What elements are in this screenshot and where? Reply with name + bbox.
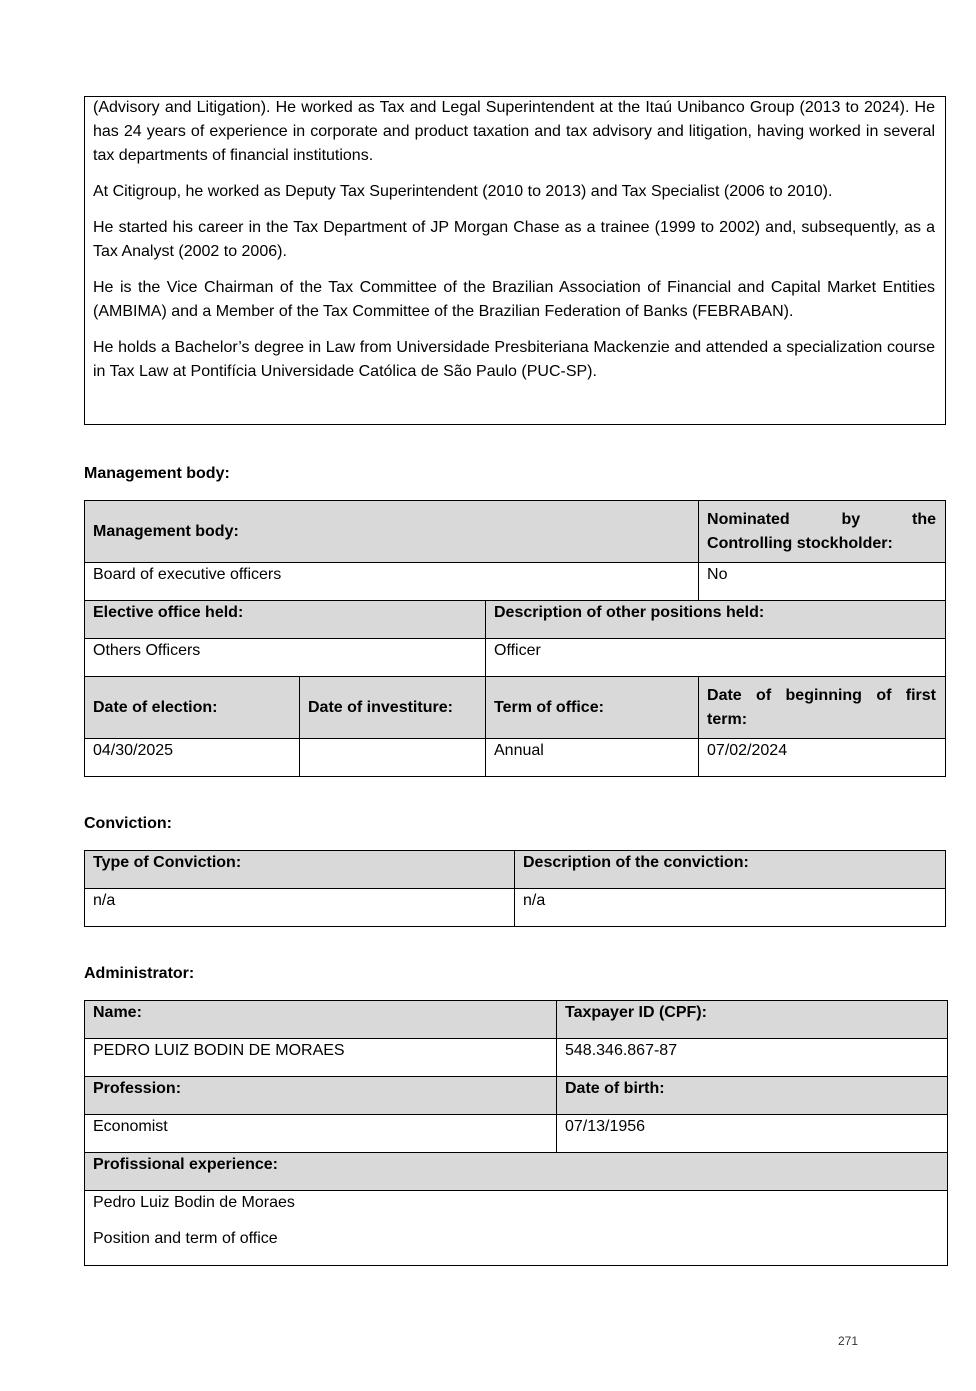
conviction-table [84, 850, 946, 927]
investiture-date-value [300, 739, 486, 777]
elective-office-label: Elective office held: [85, 601, 486, 639]
nominated-label [699, 501, 946, 563]
election-date-label: Date of election: [85, 677, 300, 739]
bio-paragraph: He is the Vice Chairman of the Tax Committee of the Brazilian Association of Financial and Capital Market Entities (AMBIMA) and a Member of the Tax Committee of the Brazilian Federation of Banks (FEBRABAN). [93, 279, 935, 320]
term-value: Annual [486, 739, 699, 777]
bio-paragraph: (Advisory and Litigation). He worked as Tax and Legal Superintendent at the Itaú Unibanco Group (2013 to 2024). He has 24 years of experience in corporate and product taxation and tax advisory and litigation, having worked in several tax departments of financial institutions. [93, 99, 935, 164]
administrator-table [84, 1000, 948, 1266]
conviction-description-value: n/a [515, 889, 946, 927]
other-positions-label: Description of other positions held: [486, 601, 946, 639]
experience-person-name: Pedro Luiz Bodin de Moraes [93, 1194, 295, 1211]
name-label: Name: [85, 1001, 557, 1039]
page-number: 271 [838, 1334, 859, 1348]
conviction-description-label: Description of the conviction: [515, 851, 946, 889]
cpf-label: Taxpayer ID (CPF): [557, 1001, 948, 1039]
bio-paragraph: At Citigroup, he worked as Deputy Tax Superintendent (2010 to 2013) and Tax Specialist (2006 to 2010). [93, 183, 833, 200]
nominated-label-line1: Nominated by the [707, 510, 937, 528]
other-positions-value: Officer [486, 639, 946, 677]
experience-content [85, 1191, 948, 1266]
profession-label: Profession: [85, 1077, 557, 1115]
management-section-title: Management body: [84, 465, 230, 482]
nominated-value: No [699, 563, 946, 601]
conviction-section-title: Conviction: [84, 815, 172, 832]
birth-date-value: 07/13/1956 [557, 1115, 948, 1153]
experience-label: Profissional experience: [85, 1153, 948, 1191]
election-date-value: 04/30/2025 [85, 739, 300, 777]
profession-value: Economist [85, 1115, 557, 1153]
experience-subtitle: Position and term of office [93, 1230, 278, 1247]
nominated-label-line2: Controlling stockholder: [707, 534, 893, 552]
bio-paragraph: He started his career in the Tax Department of JP Morgan Chase as a trainee (1999 to 2002) and, subsequently, as a Tax Analyst (2002 to 2006). [93, 219, 935, 260]
first-term-label-line2: term: [707, 710, 748, 728]
conviction-type-value: n/a [85, 889, 515, 927]
term-label: Term of office: [486, 677, 699, 739]
investiture-date-label: Date of investiture: [300, 677, 486, 739]
bio-paragraph: He holds a Bachelor’s degree in Law from Universidade Presbiteriana Mackenzie and attended a specialization course in Tax Law at Pontifícia Universidade Católica de São Paulo (PUC-SP). [93, 339, 935, 380]
first-term-value: 07/02/2024 [699, 739, 946, 777]
first-term-label [699, 677, 946, 739]
birth-date-label: Date of birth: [557, 1077, 948, 1115]
management-table [84, 500, 946, 777]
management-body-label: Management body: [85, 501, 699, 563]
biography-box [84, 96, 946, 425]
first-term-label-line1: Date of beginning of first [707, 686, 937, 704]
administrator-section-title: Administrator: [84, 965, 195, 982]
cpf-value: 548.346.867-87 [557, 1039, 948, 1077]
management-body-value: Board of executive officers [85, 563, 699, 601]
name-value: PEDRO LUIZ BODIN DE MORAES [85, 1039, 557, 1077]
conviction-type-label: Type of Conviction: [85, 851, 515, 889]
elective-office-value: Others Officers [85, 639, 486, 677]
